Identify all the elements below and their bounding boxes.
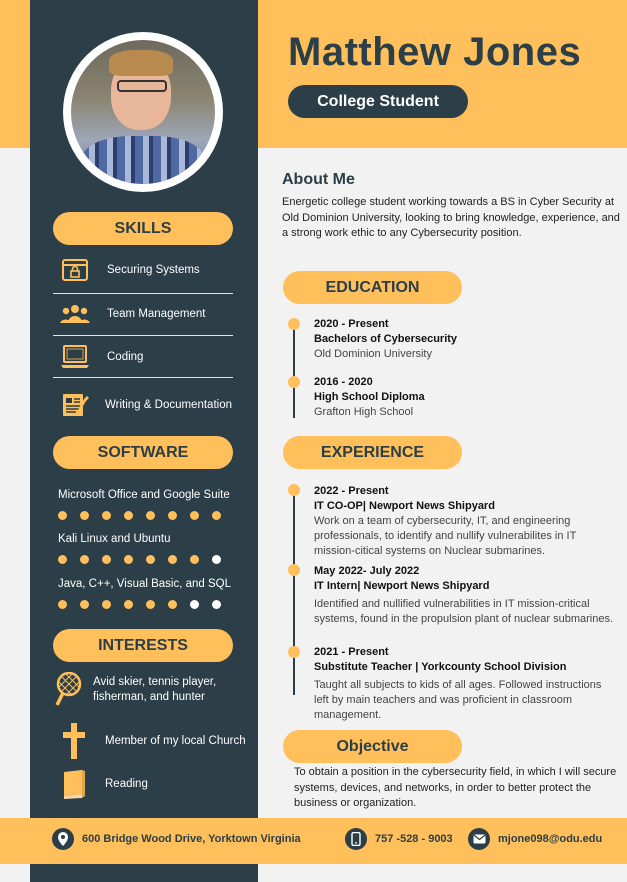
interest-item — [53, 722, 248, 760]
objective-text: To obtain a position in the cybersecurity field, in which I will secure systems, devices, and networks, in order to better protect the business or organization. — [294, 766, 617, 809]
envelope-icon — [468, 828, 490, 850]
entry-title: Bachelors of Cybersecurity — [314, 333, 458, 345]
interest-label: Reading — [105, 777, 148, 790]
rating-dot — [146, 555, 155, 564]
skill-item — [53, 293, 233, 335]
objective-heading: Objective — [283, 730, 462, 763]
rating-dot — [80, 511, 89, 520]
rating-dot — [168, 511, 177, 520]
rating-dot — [124, 600, 133, 609]
rating-dot — [80, 600, 89, 609]
skill-item — [53, 249, 233, 291]
left-margin — [0, 148, 30, 818]
person-name: Matthew Jones — [288, 30, 582, 74]
rating-dot — [190, 511, 199, 520]
role-badge: College Student — [288, 85, 468, 118]
entry-title: High School Diploma — [314, 391, 425, 403]
entry-title: IT CO-OP| Newport News Shipyard — [314, 500, 495, 512]
address-text: 600 Bridge Wood Drive, Yorktown Virginia — [82, 833, 301, 845]
experience-entry — [314, 563, 619, 627]
rating-dot — [168, 555, 177, 564]
sidebar-bottom — [30, 864, 258, 882]
tennis-racket-icon — [53, 672, 83, 708]
software-label: Java, C++, Visual Basic, and SQL — [58, 578, 232, 590]
skill-item — [53, 384, 233, 426]
entry-title: IT Intern| Newport News Shipyard — [314, 580, 490, 592]
entry-desc: Identified and nullified vulnerabilities in IT mission-critical systems, found in the propulsion plant of nuclear submarines. — [314, 598, 613, 625]
entry-date: 2020 - Present — [314, 318, 389, 330]
footer-email — [468, 828, 602, 850]
entry-date: May 2022- July 2022 — [314, 565, 420, 577]
rating-dot — [58, 511, 67, 520]
email-text[interactable]: mjone098@odu.edu — [498, 833, 603, 845]
entry-date: 2022 - Present — [314, 485, 389, 497]
interest-item — [53, 768, 248, 800]
phone-text: 757 -528 - 9003 — [375, 833, 453, 845]
software-rating — [58, 555, 221, 564]
skill-item — [53, 336, 233, 378]
software-label: Kali Linux and Ubuntu — [58, 533, 171, 545]
rating-dot — [146, 511, 155, 520]
rating-dot — [102, 555, 111, 564]
education-timeline — [293, 324, 295, 418]
lock-window-icon — [53, 258, 97, 282]
education-entry — [314, 374, 619, 420]
footer-phone — [345, 828, 453, 850]
entry-desc: Work on a team of cybersecurity, IT, and engineering professionals, to identify and nullify vulnerabilites in IT mission-citical systems on Nuclear submarines. — [314, 515, 577, 557]
timeline-dot — [288, 376, 300, 388]
rating-dot — [212, 511, 221, 520]
education-entry — [314, 316, 619, 362]
experience-entry — [314, 644, 619, 723]
phone-icon — [345, 828, 367, 850]
book-icon — [53, 768, 95, 800]
entry-desc: Grafton High School — [314, 406, 414, 418]
rating-dot-empty — [212, 600, 221, 609]
rating-dot — [124, 511, 133, 520]
software-label: Microsoft Office and Google Suite — [58, 489, 230, 501]
profile-photo — [63, 32, 223, 192]
about-heading: About Me — [282, 171, 355, 188]
skill-label: Securing Systems — [107, 264, 200, 276]
rating-dot — [58, 600, 67, 609]
interests-heading: INTERESTS — [53, 629, 233, 662]
skill-label: Writing & Documentation — [105, 399, 232, 411]
timeline-dot — [288, 318, 300, 330]
experience-heading: EXPERIENCE — [283, 436, 462, 469]
skill-label: Coding — [107, 351, 144, 363]
rating-dot — [80, 555, 89, 564]
laptop-icon — [53, 344, 97, 370]
entry-desc: Taught all subjects to kids of all ages. Followed instructions left by main teachers and was proficient in classroom management. — [314, 679, 602, 721]
rating-dot-empty — [190, 600, 199, 609]
cross-icon — [53, 722, 95, 760]
software-rating — [58, 511, 221, 520]
team-icon — [53, 303, 97, 325]
entry-desc: Old Dominion University — [314, 348, 432, 360]
rating-dot — [124, 555, 133, 564]
timeline-dot — [288, 564, 300, 576]
divider — [53, 377, 233, 378]
document-icon — [53, 391, 97, 419]
software-rating — [58, 600, 221, 609]
skill-label: Team Management — [107, 308, 206, 320]
rating-dot — [102, 600, 111, 609]
timeline-dot — [288, 484, 300, 496]
interest-item — [53, 672, 248, 708]
interest-label: Avid skier, tennis player, fisherman, and hunter — [93, 676, 217, 703]
timeline-dot — [288, 646, 300, 658]
about-text: Energetic college student working towards a BS in Cyber Security at Old Dominion University, looking to bring knowledge, experience, and a strong work ethic to any Cybersecurity position. — [282, 196, 620, 239]
entry-date: 2016 - 2020 — [314, 376, 373, 388]
rating-dot — [102, 511, 111, 520]
entry-date: 2021 - Present — [314, 646, 389, 658]
education-heading: EDUCATION — [283, 271, 462, 304]
entry-title: Substitute Teacher | Yorkcounty School Division — [314, 661, 567, 673]
experience-entry — [314, 483, 619, 559]
footer-address — [52, 828, 301, 850]
rating-dot — [190, 555, 199, 564]
interest-label: Member of my local Church — [105, 734, 246, 747]
software-heading: SOFTWARE — [53, 436, 233, 469]
location-pin-icon — [52, 828, 74, 850]
experience-timeline — [293, 490, 295, 695]
rating-dot — [168, 600, 177, 609]
rating-dot-empty — [212, 555, 221, 564]
rating-dot — [58, 555, 67, 564]
skills-heading: SKILLS — [53, 212, 233, 245]
rating-dot — [146, 600, 155, 609]
